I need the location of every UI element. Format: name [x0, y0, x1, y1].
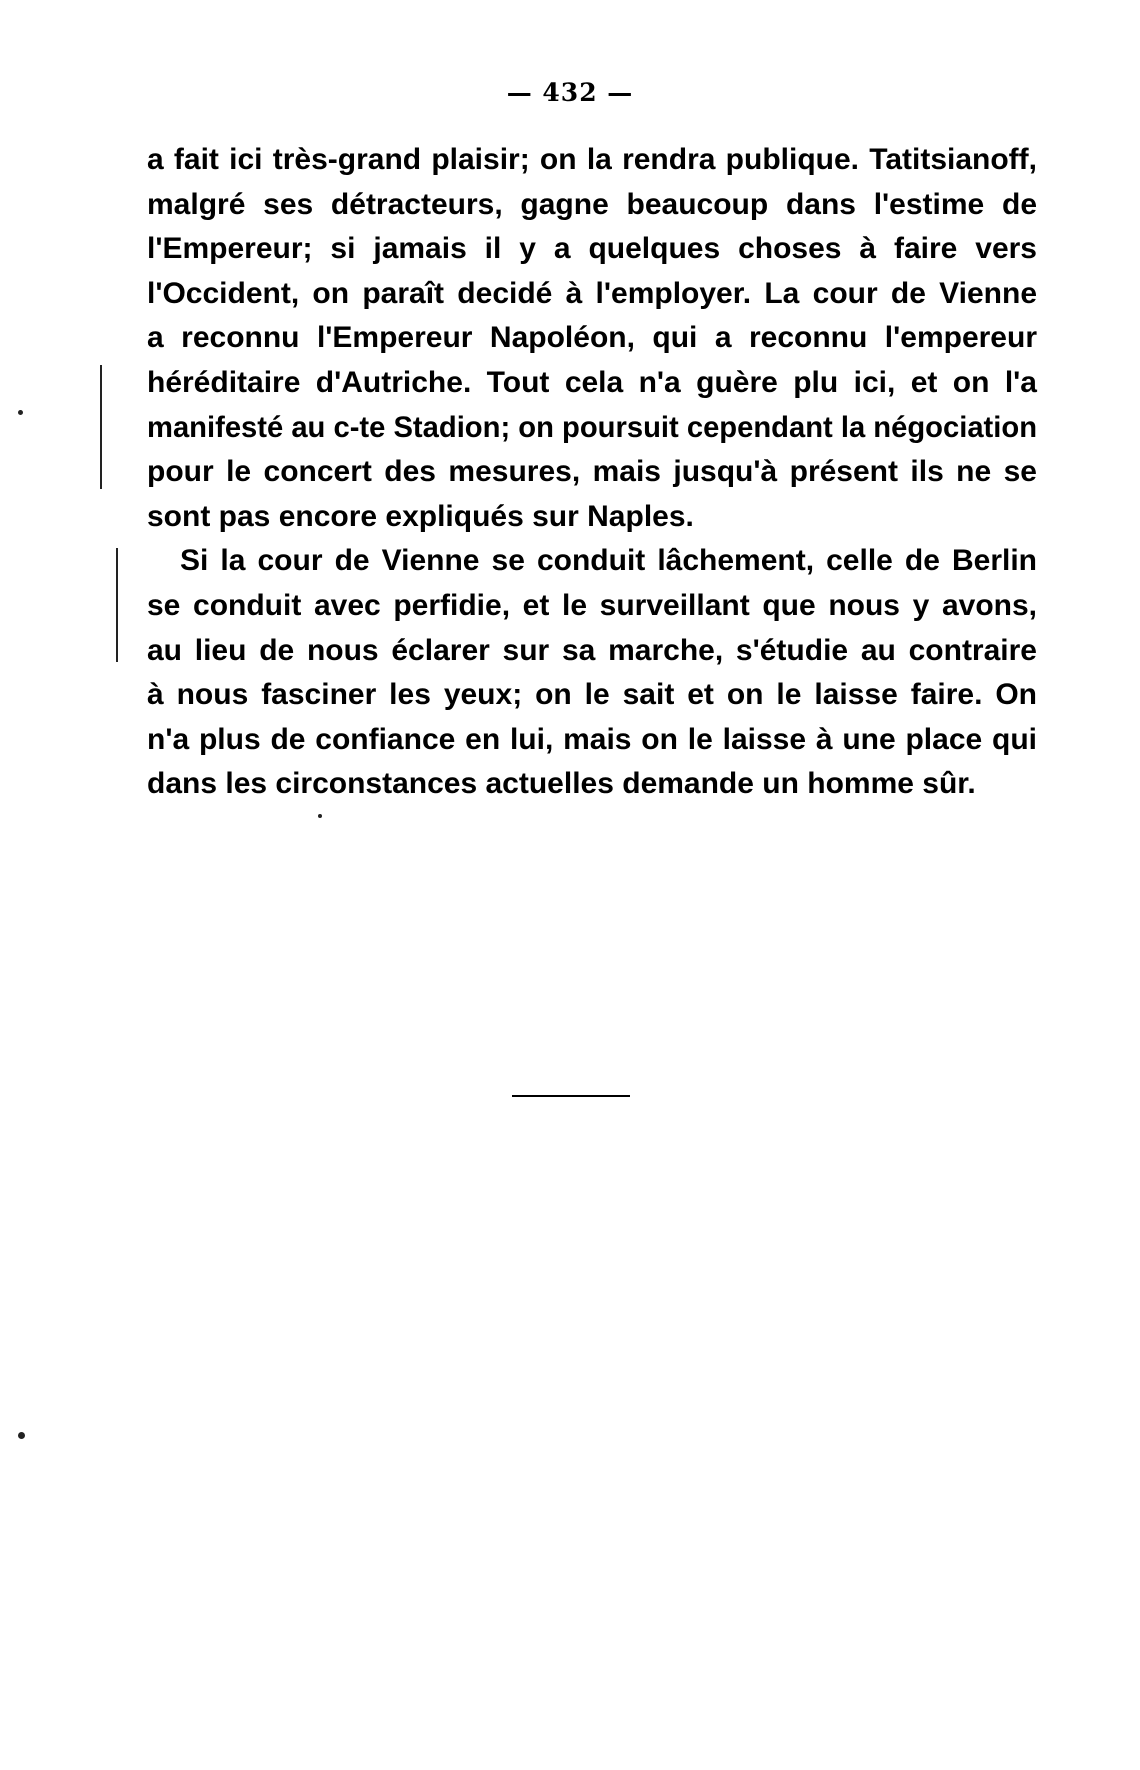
- margin-mark: [116, 548, 118, 662]
- scan-speck: [318, 814, 322, 818]
- text-line: à nous fasciner les yeux; on le sait et on le laisse faire. On: [147, 678, 1037, 712]
- scan-speck: [18, 410, 23, 415]
- body-text: [147, 138, 1037, 807]
- text-line: malgré ses détracteurs, gagne beaucoup dans l'estime de: [147, 187, 1037, 221]
- page-number: — 432 —: [506, 78, 634, 107]
- text-line: a reconnu l'Empereur Napoléon, qui a reconnu l'empereur: [147, 321, 1037, 355]
- text-line: se conduit avec perfidie, et le surveillant que nous y avons,: [147, 588, 1037, 622]
- text-line: a fait ici très-grand plaisir; on la rendra publique. Tatitsianoff,: [147, 143, 1037, 176]
- text-line: Si la cour de Vienne se conduit lâchement, celle de Berlin: [180, 544, 1037, 578]
- text-line: pour le concert des mesures, mais jusqu'à présent ils ne se: [147, 455, 1037, 489]
- text-line: dans les circonstances actuelles demande un homme sûr.: [147, 767, 976, 801]
- text-line: au lieu de nous éclarer sur sa marche, s'étudie au contraire: [147, 633, 1037, 667]
- text-line: l'Occident, on paraît decidé à l'employer. La cour de Vienne: [147, 276, 1037, 310]
- text-line: n'a plus de confiance en lui, mais on le laisse à une place qui: [147, 722, 1037, 756]
- scan-speck: [18, 1432, 25, 1439]
- text-line: héréditaire d'Autriche. Tout cela n'a guère plu ici, et on l'a: [147, 365, 1037, 399]
- text-line: l'Empereur; si jamais il y a quelques choses à faire vers: [147, 232, 1037, 266]
- section-divider: [512, 1095, 630, 1097]
- text-line: manifesté au c-te Stadion; on poursuit cependant la négociation: [147, 410, 1038, 444]
- margin-mark: [100, 365, 102, 489]
- text-line: sont pas encore expliqués sur Naples.: [147, 499, 694, 533]
